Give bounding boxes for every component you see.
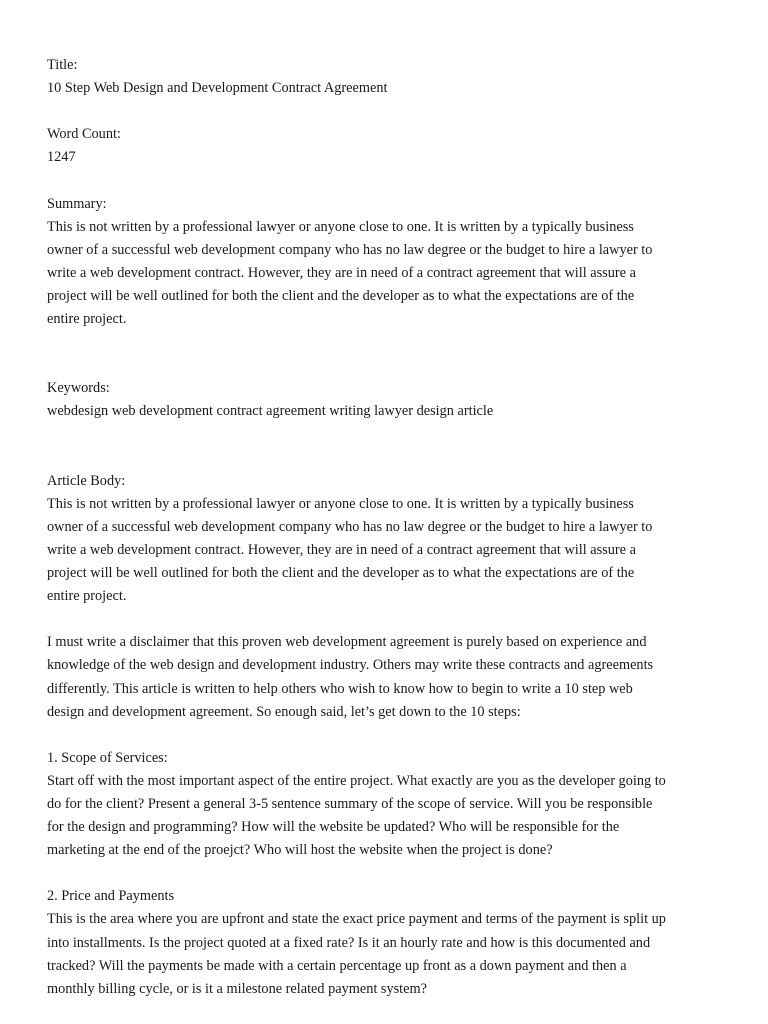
article-intro-line: write a web development contract. However, they are in need of a contract agreement that will assure a <box>47 541 636 558</box>
step-1-section <box>47 747 737 862</box>
disclaimer-line: design and development agreement. So enough said, let’s get down to the 10 steps: <box>47 703 521 720</box>
step-1-line: do for the client? Present a general 3-5 sentence summary of the scope of service. Will you be responsible <box>47 796 653 812</box>
step-1-line: for the design and programming? How will the website be updated? Who will be responsible for the <box>47 819 620 836</box>
step-1-heading: 1. Scope of Services: <box>47 749 168 766</box>
disclaimer-line: differently. This article is written to help others who wish to know how to begin to write a 10 step web <box>47 680 633 697</box>
disclaimer-line: knowledge of the web design and development industry. Others may write these contracts and agreements <box>47 657 654 674</box>
summary-label: Summary: <box>47 195 107 212</box>
article-intro-line: project will be well outlined for both the client and the developer as to what the expectations are of the <box>47 565 635 582</box>
word-count-section <box>47 123 737 169</box>
title-label: Title: <box>47 57 78 73</box>
step-2-heading: 2. Price and Payments <box>47 888 175 905</box>
summary-section <box>47 193 737 332</box>
article-intro-line: This is not written by a professional lawyer or anyone close to one. It is written by a typically business <box>47 495 634 512</box>
document-page <box>47 54 737 1001</box>
summary-line: owner of a successful web development company who has no law degree or the budget to hire a lawyer to <box>47 241 653 258</box>
summary-line: entire project. <box>47 311 127 328</box>
keywords-value: webdesign web development contract agreement writing lawyer design article <box>47 403 494 420</box>
keywords-label: Keywords: <box>47 380 110 397</box>
disclaimer-line: I must write a disclaimer that this proven web development agreement is purely based on experience and <box>47 634 647 651</box>
article-body-section <box>47 470 737 609</box>
disclaimer-paragraph <box>47 631 737 723</box>
step-2-line: monthly billing cycle, or is it a milestone related payment system? <box>47 980 427 997</box>
step-2-section <box>47 885 737 1000</box>
article-intro-line: owner of a successful web development company who has no law degree or the budget to hire a lawyer to <box>47 518 653 535</box>
keywords-section <box>47 377 737 423</box>
article-intro-line: entire project. <box>47 588 127 605</box>
step-2-line: This is the area where you are upfront and state the exact price payment and terms of the payment is split up <box>47 911 666 928</box>
step-2-line: tracked? Will the payments be made with a certain percentage up front as a down payment and then a <box>47 957 627 974</box>
summary-line: This is not written by a professional lawyer or anyone close to one. It is written by a typically business <box>47 218 634 235</box>
step-1-line: Start off with the most important aspect of the entire project. What exactly are you as the developer going to <box>47 772 666 789</box>
word-count-label: Word Count: <box>47 126 121 143</box>
summary-line: project will be well outlined for both the client and the developer as to what the expectations are of the <box>47 287 635 304</box>
document-title: 10 Step Web Design and Development Contract Agreement <box>47 80 388 97</box>
step-1-line: marketing at the end of the proejct? Who will host the website when the project is done? <box>47 842 553 859</box>
step-2-line: into installments. Is the project quoted at a fixed rate? Is it an hourly rate and how is this documented and <box>47 934 651 951</box>
word-count-value: 1247 <box>47 149 76 166</box>
title-section <box>47 54 737 100</box>
article-body-label: Article Body: <box>47 472 126 489</box>
summary-line: write a web development contract. However, they are in need of a contract agreement that will assure a <box>47 264 636 281</box>
